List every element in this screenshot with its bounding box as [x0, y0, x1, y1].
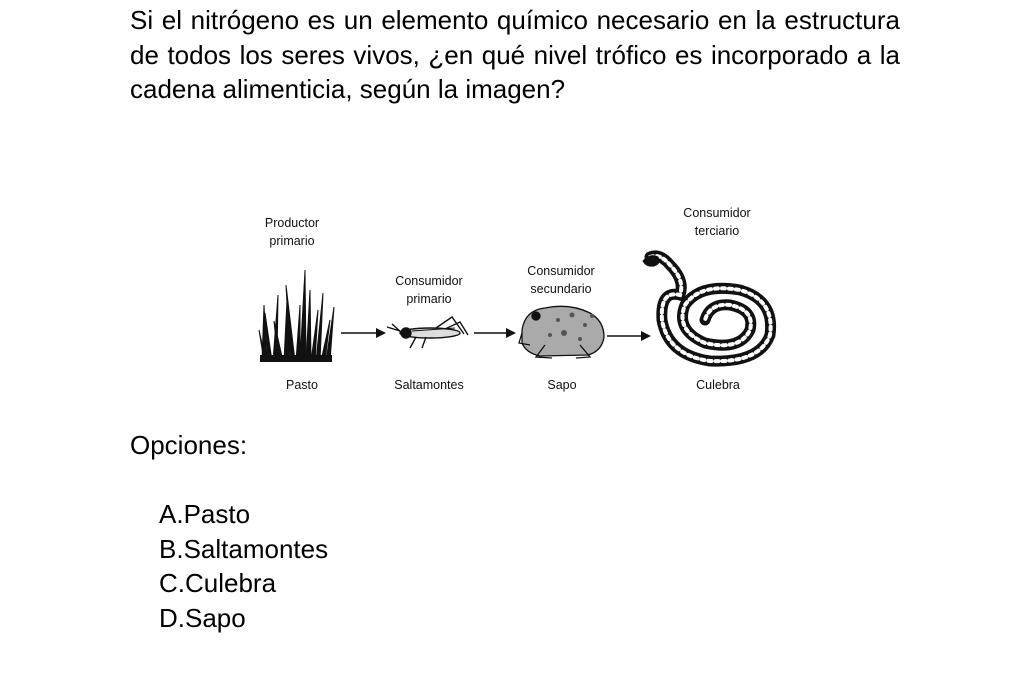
level-4-role-line1: Consumidor: [683, 206, 751, 220]
grass-illustration: [259, 270, 334, 362]
option-d[interactable]: [159, 601, 328, 636]
level-1-organism: Pasto: [286, 378, 318, 392]
arrow-icon: [607, 331, 651, 341]
option-text: Pasto: [183, 499, 251, 529]
option-letter: D.: [159, 602, 185, 633]
level-3-organism: Sapo: [547, 378, 577, 392]
level-4-role-line2: terciario: [694, 224, 740, 238]
option-b[interactable]: [159, 532, 328, 567]
arrow-icon: [474, 328, 516, 338]
option-letter: A.: [159, 499, 184, 529]
level-2-organism: Saltamontes: [394, 378, 464, 392]
option-a[interactable]: [159, 497, 328, 532]
level-3-role-line1: Consumidor: [527, 264, 595, 278]
level-2-role-line2: primario: [406, 292, 452, 306]
options-heading: Opciones:: [130, 430, 248, 460]
toad-illustration: [519, 306, 604, 358]
option-letter: B.: [159, 533, 184, 564]
level-1-role-line1: Productor: [264, 216, 320, 230]
level-3-role-line2: secundario: [530, 282, 592, 296]
level-2-role-line1: Consumidor: [395, 274, 463, 288]
option-text: Saltamontes: [183, 533, 329, 564]
options-list: [159, 497, 328, 635]
food-chain-diagram: [240, 195, 800, 405]
level-1-role-line2: primario: [269, 234, 315, 248]
option-c[interactable]: [159, 566, 328, 601]
arrow-icon: [341, 328, 386, 338]
snake-illustration: [643, 256, 771, 361]
option-text: Sapo: [185, 602, 246, 633]
option-letter: C.: [159, 568, 185, 598]
level-4-organism: Culebra: [696, 378, 740, 392]
question-text: Si el nitrógeno es un elemento químico necesario en la estructura de todos los seres vivos, ¿en qué nivel trófico es incorporado a la cadena alimenticia, según la imagen?: [130, 5, 900, 104]
grasshopper-illustration: [387, 317, 468, 348]
option-text: Culebra: [185, 568, 277, 598]
